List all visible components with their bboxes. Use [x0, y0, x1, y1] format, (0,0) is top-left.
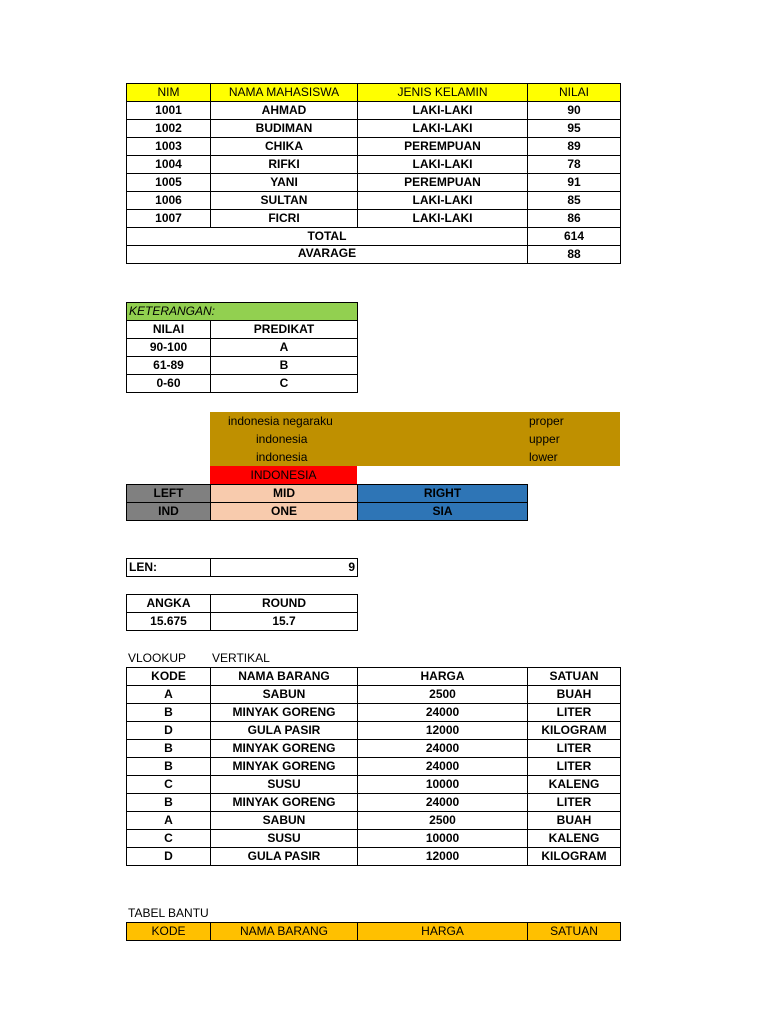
- label-lower[interactable]: lower: [529, 450, 558, 464]
- cell-nama[interactable]: FICRI: [211, 210, 358, 228]
- len-label[interactable]: LEN:: [127, 559, 211, 577]
- cell-nilai[interactable]: 85: [528, 192, 621, 210]
- cell-harga[interactable]: 24000: [358, 758, 528, 776]
- cell-jenis-kelamin[interactable]: LAKI-LAKI: [358, 120, 528, 138]
- left-result[interactable]: IND: [127, 503, 211, 521]
- cell-satuan[interactable]: LITER: [528, 794, 621, 812]
- round-value[interactable]: 15.7: [211, 613, 358, 631]
- round-value-row: [127, 613, 358, 631]
- header-nim[interactable]: NIM: [127, 84, 211, 102]
- cell-satuan[interactable]: BUAH: [528, 812, 621, 830]
- table-row: [127, 794, 621, 812]
- tabel-bantu-header-row: [127, 923, 621, 941]
- total-value[interactable]: 614: [528, 228, 621, 246]
- header-nama-barang[interactable]: NAMA BARANG: [211, 923, 358, 941]
- header-nama-mahasiswa[interactable]: NAMA MAHASISWA: [211, 84, 358, 102]
- cell-satuan[interactable]: KILOGRAM: [528, 722, 621, 740]
- table-row: [127, 740, 621, 758]
- total-label[interactable]: TOTAL: [127, 228, 528, 246]
- cell-nim[interactable]: 1001: [127, 102, 211, 120]
- cell-satuan[interactable]: LITER: [528, 740, 621, 758]
- table-row: [127, 156, 621, 174]
- vlookup-header-row: [127, 668, 621, 686]
- keterangan-table: [126, 302, 358, 393]
- tabel-bantu-table: [126, 922, 621, 941]
- cell-satuan[interactable]: KALENG: [528, 830, 621, 848]
- cell-kode[interactable]: C: [127, 776, 211, 794]
- header-jenis-kelamin[interactable]: JENIS KELAMIN: [358, 84, 528, 102]
- header-nama-barang[interactable]: NAMA BARANG: [211, 668, 358, 686]
- cell-kode[interactable]: B: [127, 740, 211, 758]
- cell-nama-barang[interactable]: GULA PASIR: [211, 848, 358, 866]
- cell-nim[interactable]: 1005: [127, 174, 211, 192]
- table-row: [127, 776, 621, 794]
- cell-satuan[interactable]: LITER: [528, 704, 621, 722]
- cell-satuan[interactable]: LITER: [528, 758, 621, 776]
- vlookup-subtitle: VERTIKAL: [212, 651, 270, 665]
- cell-nim[interactable]: 1002: [127, 120, 211, 138]
- cell-jenis-kelamin[interactable]: LAKI-LAKI: [358, 192, 528, 210]
- cell-kode[interactable]: A: [127, 812, 211, 830]
- cell-nama[interactable]: CHIKA: [211, 138, 358, 156]
- vlookup-table: [126, 667, 621, 866]
- mid-result[interactable]: ONE: [211, 503, 358, 521]
- cell-nilai-range[interactable]: 90-100: [127, 339, 211, 357]
- table-row: [127, 758, 621, 776]
- cell-predikat[interactable]: C: [211, 375, 358, 393]
- text-line-indonesia-1[interactable]: indonesia: [256, 432, 308, 446]
- keterangan-title-row: [127, 303, 358, 321]
- cell-harga[interactable]: 24000: [358, 704, 528, 722]
- table-row: [127, 848, 621, 866]
- cell-kode[interactable]: D: [127, 722, 211, 740]
- table-row: [127, 375, 358, 393]
- average-row: [127, 246, 621, 264]
- cell-kode[interactable]: B: [127, 758, 211, 776]
- cell-nama-barang[interactable]: SABUN: [211, 686, 358, 704]
- function-label-row: [127, 485, 528, 503]
- table-row: [127, 120, 621, 138]
- label-upper[interactable]: upper: [529, 432, 560, 446]
- table-row: [127, 174, 621, 192]
- cell-kode[interactable]: A: [127, 686, 211, 704]
- cell-nama-barang[interactable]: SUSU: [211, 830, 358, 848]
- cell-nama-barang[interactable]: MINYAK GORENG: [211, 740, 358, 758]
- cell-nama-barang[interactable]: GULA PASIR: [211, 722, 358, 740]
- table-row: [127, 686, 621, 704]
- cell-predikat[interactable]: A: [211, 339, 358, 357]
- table-row: [127, 210, 621, 228]
- table-row: [127, 830, 621, 848]
- header-kode[interactable]: KODE: [127, 668, 211, 686]
- cell-nilai[interactable]: 95: [528, 120, 621, 138]
- cell-nama[interactable]: AHMAD: [211, 102, 358, 120]
- cell-predikat[interactable]: B: [211, 357, 358, 375]
- cell-kode[interactable]: C: [127, 830, 211, 848]
- cell-nilai-range[interactable]: 61-89: [127, 357, 211, 375]
- cell-jenis-kelamin[interactable]: PEREMPUAN: [358, 138, 528, 156]
- total-row: [127, 228, 621, 246]
- round-header-row: [127, 595, 358, 613]
- header-satuan[interactable]: SATUAN: [528, 923, 621, 941]
- header-kode[interactable]: KODE: [127, 923, 211, 941]
- cell-nilai-range[interactable]: 0-60: [127, 375, 211, 393]
- right-label[interactable]: RIGHT: [358, 485, 528, 503]
- function-result-row: [127, 503, 528, 521]
- students-header-row: [127, 84, 621, 102]
- cell-nama-barang[interactable]: SUSU: [211, 776, 358, 794]
- cell-harga[interactable]: 10000: [358, 776, 528, 794]
- cell-harga[interactable]: 2500: [358, 686, 528, 704]
- cell-harga[interactable]: 12000: [358, 722, 528, 740]
- label-proper[interactable]: proper: [529, 414, 564, 428]
- students-table: [126, 83, 621, 264]
- cell-kode[interactable]: D: [127, 848, 211, 866]
- cell-nama-barang[interactable]: MINYAK GORENG: [211, 758, 358, 776]
- tabel-bantu-title: TABEL BANTU: [128, 906, 209, 920]
- cell-jenis-kelamin[interactable]: LAKI-LAKI: [358, 102, 528, 120]
- round-table: [126, 594, 358, 631]
- cell-nilai[interactable]: 90: [528, 102, 621, 120]
- text-line-negaraku[interactable]: indonesia negaraku: [228, 414, 333, 428]
- cell-jenis-kelamin[interactable]: PEREMPUAN: [358, 174, 528, 192]
- cell-nilai[interactable]: 91: [528, 174, 621, 192]
- keterangan-header-row: [127, 321, 358, 339]
- cell-harga[interactable]: 2500: [358, 812, 528, 830]
- cell-harga[interactable]: 24000: [358, 794, 528, 812]
- left-mid-right-table: [126, 484, 528, 521]
- cell-harga[interactable]: 24000: [358, 740, 528, 758]
- header-harga[interactable]: HARGA: [358, 668, 528, 686]
- cell-nama[interactable]: BUDIMAN: [211, 120, 358, 138]
- cell-nama[interactable]: YANI: [211, 174, 358, 192]
- cell-kode[interactable]: B: [127, 704, 211, 722]
- table-row: [127, 812, 621, 830]
- header-nilai[interactable]: NILAI: [528, 84, 621, 102]
- cell-nim[interactable]: 1003: [127, 138, 211, 156]
- cell-nama[interactable]: SULTAN: [211, 192, 358, 210]
- cell-jenis-kelamin[interactable]: LAKI-LAKI: [358, 210, 528, 228]
- cell-harga[interactable]: 12000: [358, 848, 528, 866]
- header-round[interactable]: ROUND: [211, 595, 358, 613]
- header-predikat[interactable]: PREDIKAT: [211, 321, 358, 339]
- header-harga[interactable]: HARGA: [358, 923, 528, 941]
- len-row: [127, 559, 358, 577]
- right-result[interactable]: SIA: [358, 503, 528, 521]
- angka-value[interactable]: 15.675: [127, 613, 211, 631]
- cell-nilai[interactable]: 78: [528, 156, 621, 174]
- cell-nim[interactable]: 1004: [127, 156, 211, 174]
- cell-nim[interactable]: 1007: [127, 210, 211, 228]
- table-row: [127, 192, 621, 210]
- table-row: [127, 102, 621, 120]
- cell-nilai[interactable]: 86: [528, 210, 621, 228]
- cell-satuan[interactable]: KALENG: [528, 776, 621, 794]
- cell-jenis-kelamin[interactable]: LAKI-LAKI: [358, 156, 528, 174]
- mid-label[interactable]: MID: [211, 485, 358, 503]
- keterangan-title[interactable]: KETERANGAN:: [127, 303, 358, 321]
- cell-nim[interactable]: 1006: [127, 192, 211, 210]
- cell-satuan[interactable]: BUAH: [528, 686, 621, 704]
- vlookup-title: VLOOKUP: [128, 651, 187, 665]
- cell-nama-barang[interactable]: MINYAK GORENG: [211, 704, 358, 722]
- upper-result-cell[interactable]: INDONESIA: [210, 466, 357, 484]
- cell-nama[interactable]: RIFKI: [211, 156, 358, 174]
- left-label[interactable]: LEFT: [127, 485, 211, 503]
- len-table: [126, 558, 358, 577]
- cell-nilai[interactable]: 89: [528, 138, 621, 156]
- header-angka[interactable]: ANGKA: [127, 595, 211, 613]
- header-satuan[interactable]: SATUAN: [528, 668, 621, 686]
- table-row: [127, 138, 621, 156]
- table-row: [127, 357, 358, 375]
- text-line-indonesia-2[interactable]: indonesia: [256, 450, 308, 464]
- cell-nama-barang[interactable]: MINYAK GORENG: [211, 794, 358, 812]
- cell-harga[interactable]: 10000: [358, 830, 528, 848]
- table-row: [127, 339, 358, 357]
- cell-kode[interactable]: B: [127, 794, 211, 812]
- average-label[interactable]: AVARAGE: [127, 246, 528, 264]
- cell-nama-barang[interactable]: SABUN: [211, 812, 358, 830]
- table-row: [127, 722, 621, 740]
- table-row: [127, 704, 621, 722]
- header-nilai[interactable]: NILAI: [127, 321, 211, 339]
- cell-satuan[interactable]: KILOGRAM: [528, 848, 621, 866]
- average-value[interactable]: 88: [528, 246, 621, 264]
- len-value[interactable]: 9: [211, 559, 358, 577]
